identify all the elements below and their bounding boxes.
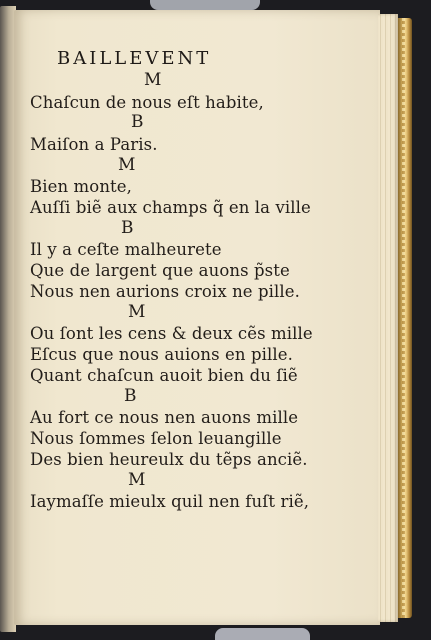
verse-line: Eſcus que nous auions en pille. xyxy=(30,345,293,364)
verse-line: Iaymaſſe mieulx quil nen fuſt riẽ, xyxy=(30,492,310,511)
verse-line: Chaſcun de nous eſt habite, xyxy=(30,93,264,112)
speaker-label: B xyxy=(131,112,144,132)
verse-line: Nous ſommes ſelon leuangille xyxy=(30,429,282,448)
verse-line: Auſſi biẽ aux champs q̃ en la ville xyxy=(30,198,311,217)
page-leaves-edge xyxy=(378,14,398,622)
speaker-label: B xyxy=(124,386,137,406)
verse-line: Il y a ceſte malheurete xyxy=(30,240,222,259)
gilt-edge xyxy=(398,18,412,618)
speaker-label: B xyxy=(121,218,134,238)
verse-line: Ou ſont les cens & deux cẽs mille xyxy=(30,324,313,343)
speaker-label: M xyxy=(118,155,136,175)
verse-line: Nous nen aurions croix ne pille. xyxy=(30,282,301,301)
verse-line: Quant chaſcun auoit bien du ſiẽ xyxy=(30,366,298,385)
verse-line: Maiſon a Paris. xyxy=(30,135,158,154)
verse-line: Que de largent que auons p̃ste xyxy=(30,261,290,280)
book-stand-clip-top xyxy=(150,0,260,10)
book-stand-clip-bottom xyxy=(215,628,310,640)
speaker-label: M xyxy=(144,70,162,90)
verse-line: Au fort ce nous nen auons mille xyxy=(30,408,299,427)
speaker-label: M xyxy=(128,302,146,322)
show-through-text xyxy=(190,55,380,77)
speaker-label: M xyxy=(128,470,146,490)
running-head: BAILLEVENT xyxy=(57,48,212,69)
verse-line: Bien monte, xyxy=(30,177,132,196)
verse-line: Des bien heureulx du tẽps anciẽ. xyxy=(30,450,308,469)
